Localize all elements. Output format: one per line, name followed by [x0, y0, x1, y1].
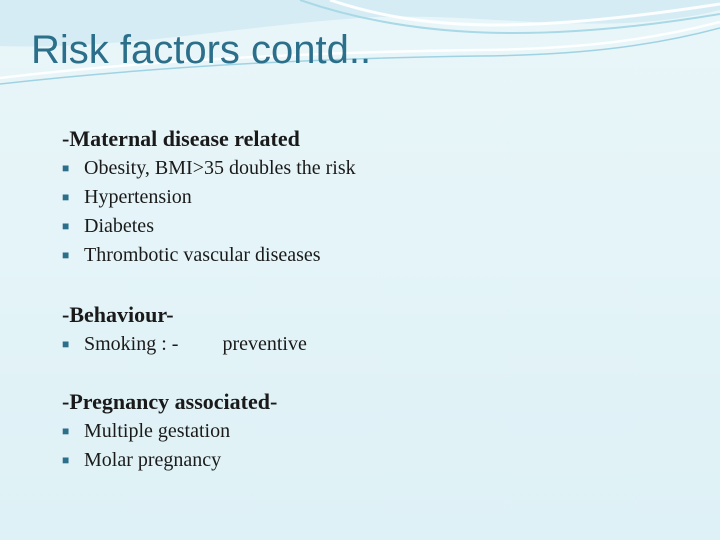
- section-spacer: [62, 270, 682, 300]
- section-heading-maternal: -Maternal disease related: [62, 126, 300, 151]
- list-item: [62, 446, 682, 475]
- square-bullet-icon: ■: [62, 424, 70, 438]
- square-bullet-icon: ■: [62, 190, 70, 204]
- list-item-text: Hypertension: [84, 186, 192, 208]
- list-item-text: Diabetes: [84, 215, 154, 237]
- list-item-text: Thrombotic vascular diseases: [84, 244, 321, 266]
- square-bullet-icon: ■: [62, 337, 70, 351]
- list-item-text: Molar pregnancy: [84, 449, 222, 471]
- list-item: [62, 212, 682, 241]
- behaviour-bullet-list: [62, 330, 682, 359]
- square-bullet-icon: ■: [62, 161, 70, 175]
- list-item-note: preventive: [222, 333, 307, 355]
- list-item: [62, 417, 682, 446]
- maternal-bullet-list: [62, 154, 682, 270]
- list-item: [62, 154, 682, 183]
- list-item: [62, 241, 682, 270]
- section-heading-behaviour: -Behaviour-: [62, 302, 174, 327]
- list-item: [62, 330, 682, 359]
- section-spacer: [62, 359, 682, 387]
- list-item-text: Multiple gestation: [84, 420, 231, 442]
- list-item-text: Smoking : -: [84, 333, 179, 355]
- slide-title: Risk factors contd..: [31, 28, 372, 72]
- square-bullet-icon: ■: [62, 248, 70, 262]
- square-bullet-icon: ■: [62, 219, 70, 233]
- section-heading-pregnancy: -Pregnancy associated-: [62, 389, 278, 414]
- slide-content: [62, 124, 682, 475]
- square-bullet-icon: ■: [62, 453, 70, 467]
- list-item: [62, 183, 682, 212]
- pregnancy-bullet-list: [62, 417, 682, 475]
- list-item-text: Obesity, BMI>35 doubles the risk: [84, 157, 356, 179]
